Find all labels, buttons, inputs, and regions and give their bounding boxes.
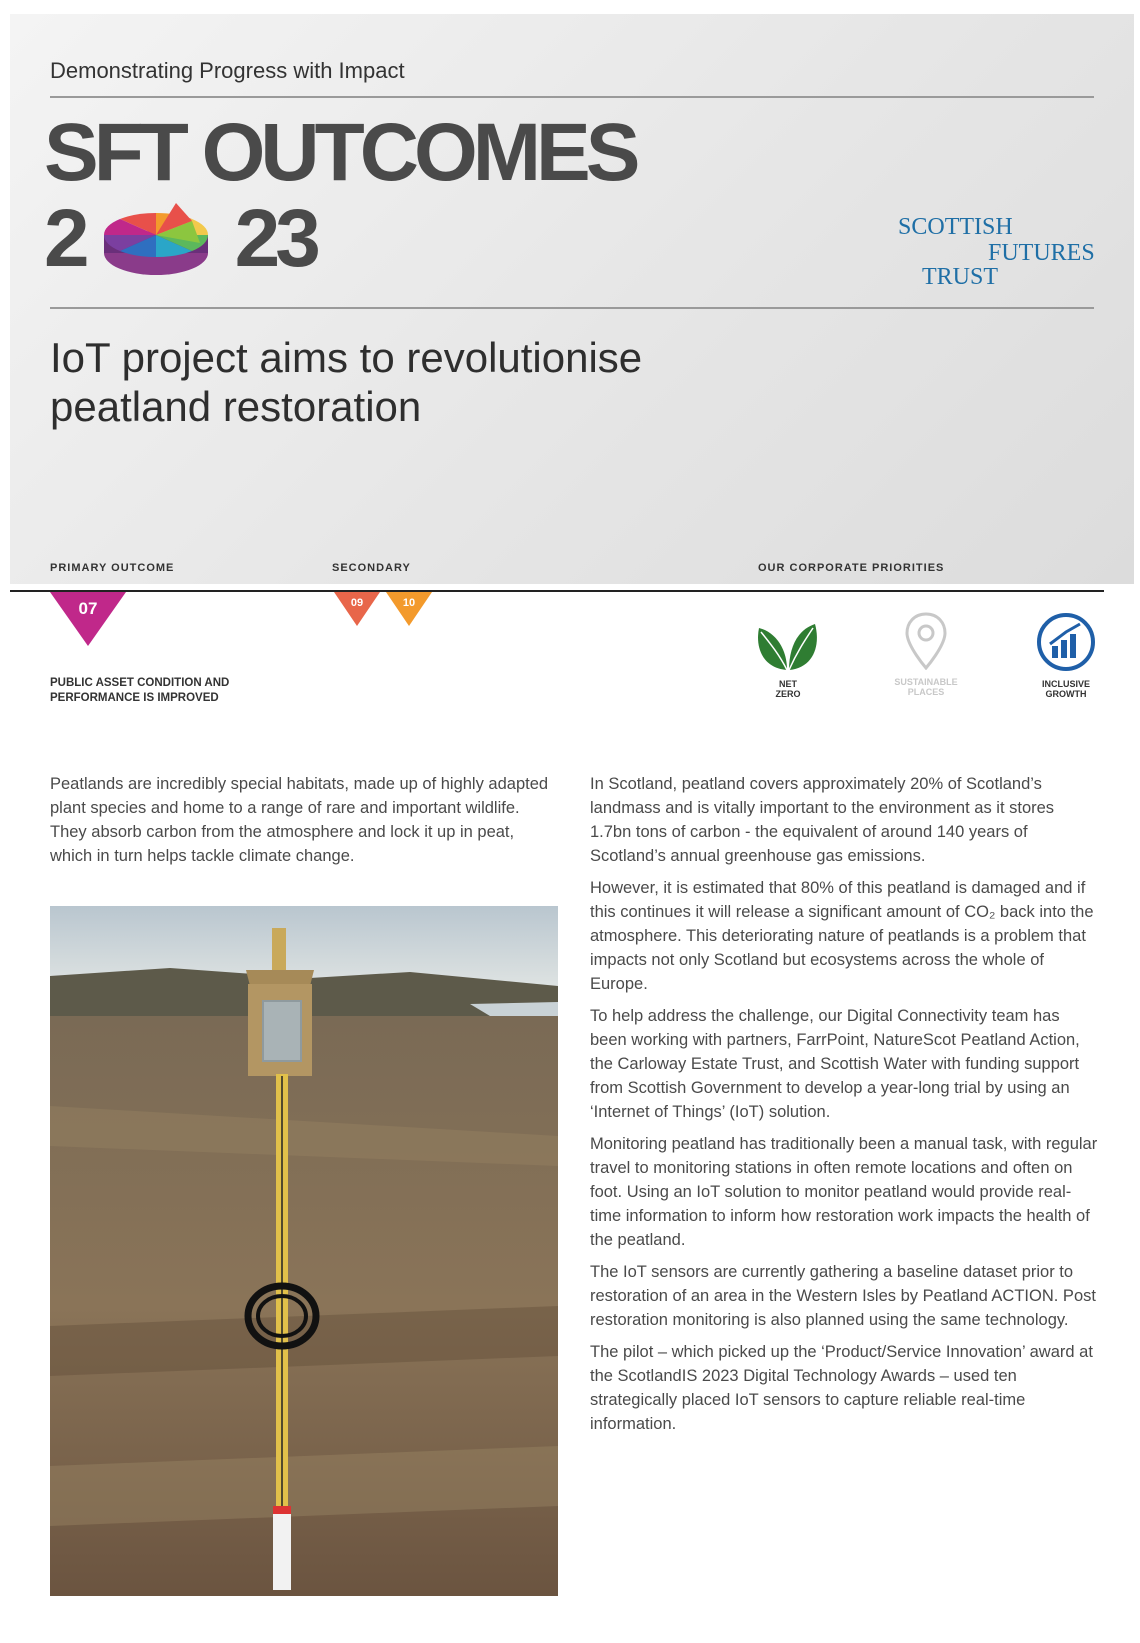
priority-sustainable-places — [886, 612, 966, 698]
priority-label-line2: ZERO — [775, 689, 801, 700]
priority-label-line1: INCLUSIVE — [1041, 679, 1090, 689]
year-digit-left: 2 — [44, 193, 85, 284]
peatland-sensor-photo — [50, 906, 558, 1596]
primary-outcome-label: PRIMARY OUTCOME — [50, 562, 175, 574]
primary-outcome-badge — [50, 592, 126, 646]
body-paragraph: The IoT sensors are currently gathering a baseline dataset prior to restoration of an area in the Western Isles by Peatland ACTION. Post restoration monitoring is also planned using the same technology. — [590, 1263, 1096, 1329]
headline-line1: IoT project aims to revolutionise — [50, 334, 643, 381]
body-paragraph: The pilot – which picked up the ‘Product/Service Innovation’ award at the ScotlandIS 2023 Digital Technology Awards – used ten strategically placed IoT sensors to capture reliable real-time information. — [590, 1343, 1093, 1433]
priority-label — [752, 679, 824, 700]
body-paragraph: In Scotland, peatland covers approximately 20% of Scotland’s landmass and is vitally important to the environment as it stores 1.7bn tons of carbon - the equivalent of around 140 years of Scotland’s annual greenhouse gas emissions. — [590, 775, 1055, 865]
priority-label-line1: SUSTAINABLE — [894, 677, 958, 687]
secondary-outcome-number: 09 — [350, 597, 364, 609]
corporate-priorities-label: OUR CORPORATE PRIORITIES — [758, 562, 945, 574]
scottish-futures-trust-logo — [898, 214, 1098, 292]
growth-chart-icon — [1036, 612, 1096, 672]
secondary-outcome-number: 10 — [402, 597, 416, 609]
body-paragraph: However, it is estimated that 80% of this peatland is damaged and if this continues it will release a significant amount of CO₂ back into the atmosphere. This deteriorating nature of peatlands is a problem that impacts not only Scotland but ecosystems across the whole of Europe. — [590, 879, 1094, 993]
primary-outcome-caption — [50, 676, 229, 706]
body-paragraph: To help address the challenge, our Digital Connectivity team has been working with partners, FarrPoint, NatureScot Peatland Action, the Carloway Estate Trust, and Scottish Water with funding support from Scottish Government to develop a year-long trial by using an ‘Internet of Things’ (IoT) solution. — [590, 1007, 1080, 1121]
header-panel — [10, 14, 1134, 584]
intro-paragraph: Peatlands are incredibly special habitats, made up of highly adapted plant species and home to a range of rare and important wildlife. They absorb carbon from the atmosphere and lock it up in peat, which in turn helps tackle climate change. — [50, 775, 549, 865]
secondary-outcome-label: SECONDARY — [332, 562, 411, 574]
leaf-icon — [753, 618, 823, 672]
article-headline — [50, 333, 642, 431]
priority-net-zero — [752, 618, 824, 700]
article-body — [590, 772, 1098, 1444]
headline-line2: peatland restoration — [50, 383, 422, 431]
priority-inclusive-growth — [1030, 612, 1102, 700]
header-rule-bottom — [50, 307, 1094, 309]
priority-label — [886, 677, 966, 698]
logo-line2: FUTURES — [988, 240, 1095, 266]
body-paragraph: Monitoring peatland has traditionally been a manual task, with regular travel to monitoring stations in often remote locations and often on foot. Using an IoT solution to monitor peatland would provide real-time information to inform how restoration work impacts the health of the peatland. — [590, 1135, 1098, 1249]
caption-line1: PUBLIC ASSET CONDITION AND — [50, 677, 230, 689]
report-title: SFT OUTCOMES — [44, 107, 636, 198]
secondary-outcome-badge-09 — [334, 592, 380, 626]
priority-label-line1: NET — [779, 679, 797, 689]
priority-label-line2: PLACES — [907, 687, 945, 698]
priority-label-line2: GROWTH — [1045, 689, 1087, 700]
primary-outcome-number: 07 — [78, 599, 98, 618]
outcomes-divider — [10, 590, 1104, 592]
logo-line1: SCOTTISH — [898, 214, 1013, 240]
logo-line3: TRUST — [922, 264, 999, 290]
caption-line2: PERFORMANCE IS IMPROVED — [50, 691, 219, 704]
secondary-outcome-badge-10 — [386, 592, 432, 626]
header-rule-top — [50, 96, 1094, 98]
pie-chart-logo-icon — [96, 195, 216, 287]
year-digits-right: 23 — [234, 193, 316, 284]
location-pin-icon — [904, 612, 948, 670]
priority-label — [1030, 679, 1102, 700]
kicker-text: Demonstrating Progress with Impact — [50, 58, 405, 83]
